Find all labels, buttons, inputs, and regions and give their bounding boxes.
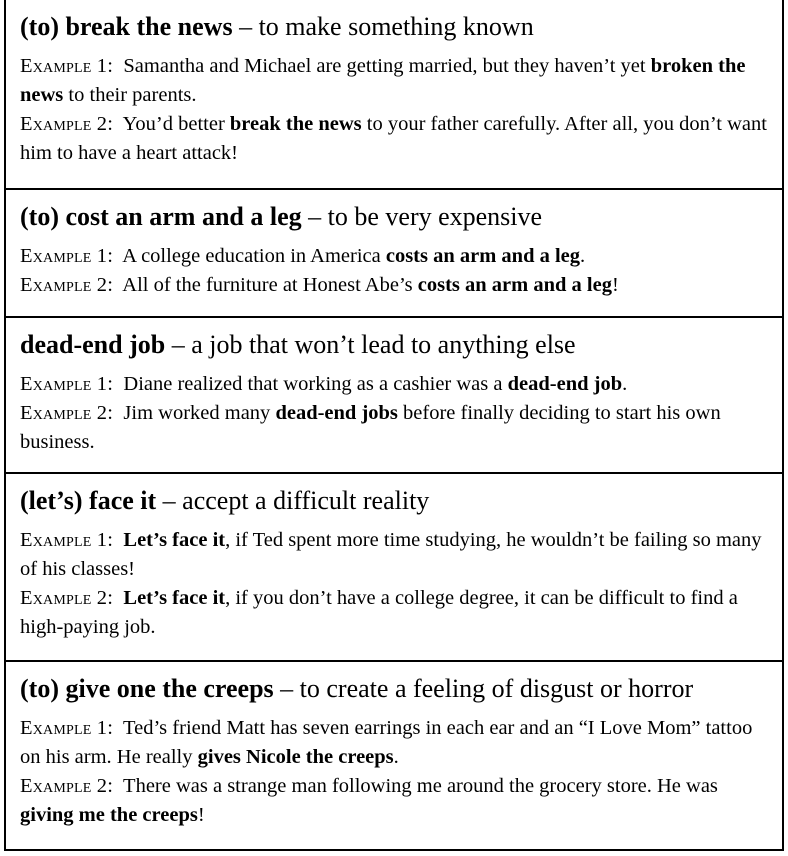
example-highlight: broken the news: [20, 55, 746, 106]
example-label: Example 2:: [20, 587, 114, 609]
idiom-heading: [20, 674, 776, 704]
example-highlight: Let’s face it: [123, 529, 226, 551]
examples: [20, 526, 776, 642]
example-highlight: Let’s face it: [123, 587, 226, 609]
example-2: Example 2: All of the furniture at Honest Abe’s costs an arm and a leg!: [20, 274, 619, 296]
example-2: Example 2: There was a strange man following me around the grocery store. He was giving me the creeps!: [20, 775, 718, 826]
example-highlight: dead-end jobs: [275, 402, 398, 424]
idiom-definition: – accept a difficult reality: [162, 486, 430, 515]
idiom-entry: [6, 0, 782, 188]
idiom-entry: [6, 188, 782, 316]
idiom-definition: – to be very expensive: [308, 202, 543, 231]
example-label: Example 2:: [20, 775, 114, 797]
example-2: Example 2: You’d better break the news to your father carefully. After all, you don’t want him to have a heart attack!: [20, 113, 767, 164]
example-label: Example 1:: [20, 529, 114, 551]
examples: [20, 52, 776, 168]
example-label: Example 1:: [20, 245, 114, 267]
example-1: Example 1: Let’s face it, if Ted spent more time studying, he wouldn’t be failing so many of his classes!: [20, 529, 762, 580]
idiom-term: (to) give one the creeps: [20, 674, 274, 703]
example-highlight: gives Nicole the creeps: [197, 746, 394, 768]
idiom-entry: [6, 660, 782, 849]
idiom-table: [4, 0, 784, 851]
idiom-definition: – to create a feeling of disgust or horror: [280, 674, 694, 703]
example-highlight: giving me the creeps: [20, 804, 198, 826]
idiom-term: (let’s) face it: [20, 486, 157, 515]
example-label: Example 1:: [20, 55, 114, 77]
idiom-entry: [6, 316, 782, 472]
example-1: Example 1: Diane realized that working as a cashier was a dead-end job.: [20, 373, 628, 395]
example-label: Example 2:: [20, 402, 114, 424]
idiom-heading: [20, 12, 776, 42]
example-2: Example 2: Let’s face it, if you don’t have a college degree, it can be difficult to find a high-paying job.: [20, 587, 738, 638]
example-1: Example 1: A college education in America costs an arm and a leg.: [20, 245, 586, 267]
examples: [20, 714, 776, 830]
examples: [20, 370, 776, 457]
example-label: Example 2:: [20, 274, 114, 296]
example-highlight: costs an arm and a leg: [385, 245, 581, 267]
idiom-definition: – a job that won’t lead to anything else: [171, 330, 576, 359]
idiom-heading: [20, 202, 776, 232]
example-highlight: dead-end job: [507, 373, 623, 395]
idiom-definition: – to make something known: [239, 12, 534, 41]
idiom-term: dead-end job: [20, 330, 166, 359]
example-2: Example 2: Jim worked many dead-end jobs before finally deciding to start his own business.: [20, 402, 721, 453]
idiom-term: (to) cost an arm and a leg: [20, 202, 302, 231]
idiom-heading: [20, 330, 776, 360]
idiom-entry: [6, 472, 782, 660]
example-1: Example 1: Ted’s friend Matt has seven earrings in each ear and an “I Love Mom” tattoo on his arm. He really gives Nicole the creeps.: [20, 717, 753, 768]
example-label: Example 1:: [20, 373, 114, 395]
example-highlight: costs an arm and a leg: [417, 274, 612, 296]
examples: [20, 242, 776, 300]
idiom-term: (to) break the news: [20, 12, 233, 41]
example-label: Example 1:: [20, 717, 114, 739]
idiom-heading: [20, 486, 776, 516]
example-1: Example 1: Samantha and Michael are getting married, but they haven’t yet broken the news to their parents.: [20, 55, 746, 106]
example-highlight: break the news: [229, 113, 362, 135]
example-label: Example 2:: [20, 113, 114, 135]
